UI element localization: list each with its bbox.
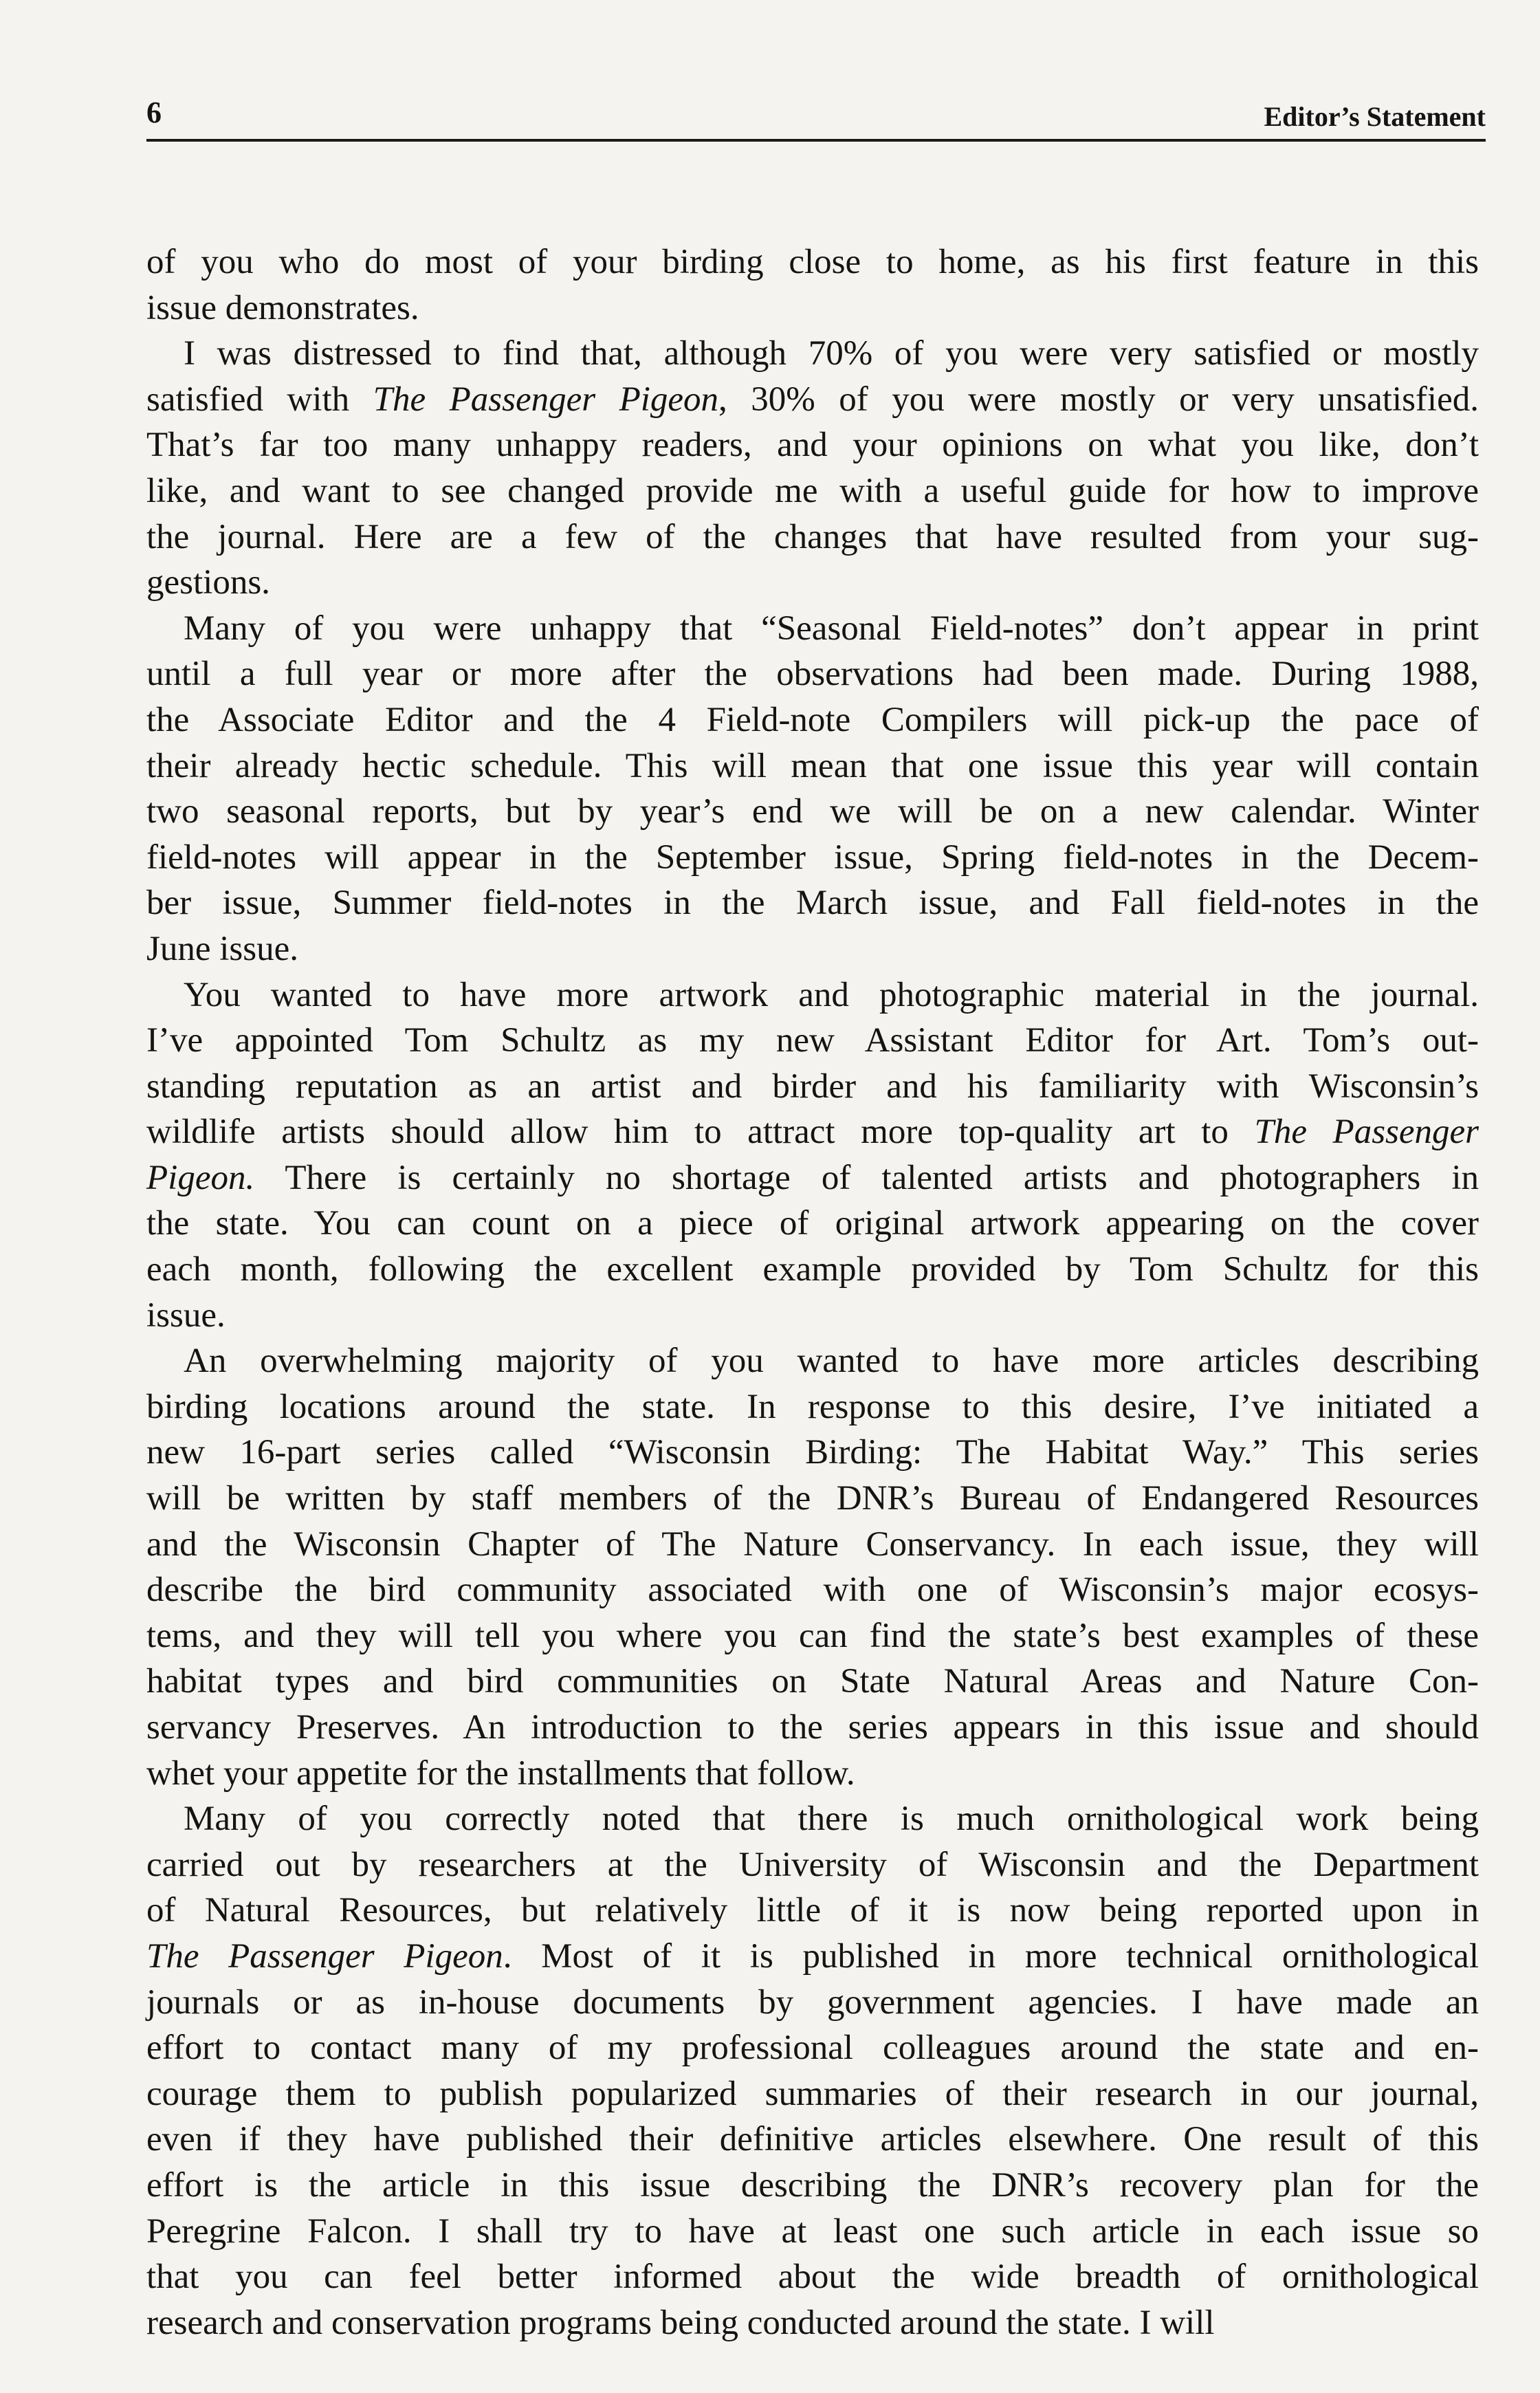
text-line: Many of you correctly noted that there is much ornithological work being [184,1800,1479,1839]
text-line: like, and want to see changed provide me with a useful guide for how to improve [146,471,1479,510]
text-line: their already hectic schedule. This will mean that one issue this year will contain [146,746,1479,785]
paragraph [146,239,1479,331]
article-body [146,239,1479,2346]
page-header [146,88,1486,143]
text-line: of you who do most of your birding close to home, as his first feature in this [146,243,1479,281]
text-line: standing reputation as an artist and birder and his familiarity with Wisconsin’s [146,1067,1479,1106]
text-line: journals or as in-house documents by government agencies. I have made an [146,1982,1479,2022]
running-head: Editor’s Statement [1264,101,1486,132]
text-line: that you can feel better informed about the wide breadth of ornithological [146,2258,1479,2297]
paragraph [146,331,1479,606]
text-line: even if they have published their definitive articles elsewhere. One result of this [146,2120,1479,2159]
text-line: effort to contact many of my professional colleagues around the state and en- [146,2029,1479,2068]
text-line: wildlife artists should allow him to attract more top-quality art to The Passenger [146,1113,1480,1152]
text-line: field-notes will appear in the September issue, Spring field-notes in the Decem- [146,838,1479,877]
text-line: ber issue, Summer field-notes in the March issue, and Fall field-notes in the [146,884,1479,923]
text-line: carried out by researchers at the University of Wisconsin and the Department [146,1845,1479,1884]
text-line: the Associate Editor and the 4 Field-note Compilers will pick-up the pace of [146,700,1479,739]
text-line: each month, following the excellent example provided by Tom Schultz for this [146,1250,1479,1289]
text-line: will be written by staff members of the DNR’s Bureau of Endangered Resources [146,1479,1479,1518]
paragraph [146,606,1479,972]
text-line: effort is the article in this issue describing the DNR’s recovery plan for the [146,2165,1479,2205]
paragraph [146,972,1479,1339]
paragraph [146,1338,1479,1796]
text-line: habitat types and bird communities on State Natural Areas and Nature Con- [146,1662,1479,1701]
text-line: I was distressed to find that, although 70% of you were very satisfied or mostly [184,334,1479,373]
header-rule [146,139,1486,142]
text-line: the state. You can count on a piece of original artwork appearing on the cover [146,1204,1479,1243]
text-line: The Passenger Pigeon. Most of it is published in more technical ornithological [146,1936,1479,1976]
text-line: gestions. [146,563,270,602]
page-number: 6 [146,96,162,129]
text-line: You wanted to have more artwork and photographic material in the journal. [184,975,1479,1014]
text-line: Peregrine Falcon. I shall try to have at least one such article in each issue so [146,2211,1479,2251]
text-line: describe the bird community associated with one of Wisconsin’s major ecosys- [146,1571,1479,1610]
text-line: issue demonstrates. [146,288,419,327]
text-line: I’ve appointed Tom Schultz as my new Assistant Editor for Art. Tom’s out- [146,1021,1479,1060]
text-line: servancy Preserves. An introduction to the series appears in this issue and should [146,1708,1479,1747]
text-line: Many of you were unhappy that “Seasonal Field-notes” don’t appear in print [184,609,1479,648]
text-line: That’s far too many unhappy readers, and your opinions on what you like, don’t [146,426,1479,465]
text-line: until a full year or more after the observations had been made. During 1988, [146,655,1479,694]
text-line: courage them to publish popularized summaries of their research in our journal, [146,2074,1479,2113]
text-line: of Natural Resources, but relatively little of it is now being reported upon in [146,1891,1479,1930]
text-line: tems, and they will tell you where you can find the state’s best examples of these [146,1616,1479,1655]
text-line: new 16-part series called “Wisconsin Birding: The Habitat Way.” This series [146,1433,1479,1472]
text-line: issue. [146,1296,226,1335]
text-line: An overwhelming majority of you wanted to have more articles describing [184,1342,1479,1381]
text-line: two seasonal reports, but by year’s end we will be on a new calendar. Winter [146,792,1479,831]
paragraph [146,1796,1479,2346]
text-line: research and conservation programs being conducted around the state. I will [146,2303,1215,2342]
text-line: and the Wisconsin Chapter of The Nature Conservancy. In each issue, they will [146,1525,1479,1564]
text-line: satisfied with The Passenger Pigeon, 30% of you were mostly or very unsatisfied. [146,380,1479,419]
text-line: birding locations around the state. In response to this desire, I’ve initiated a [146,1387,1479,1426]
text-line: whet your appetite for the installments that follow. [146,1753,855,1793]
text-line: the journal. Here are a few of the changes that have resulted from your sug- [146,517,1479,556]
text-line: Pigeon. There is certainly no shortage of talented artists and photographers in [146,1158,1479,1197]
text-line: June issue. [146,929,298,968]
